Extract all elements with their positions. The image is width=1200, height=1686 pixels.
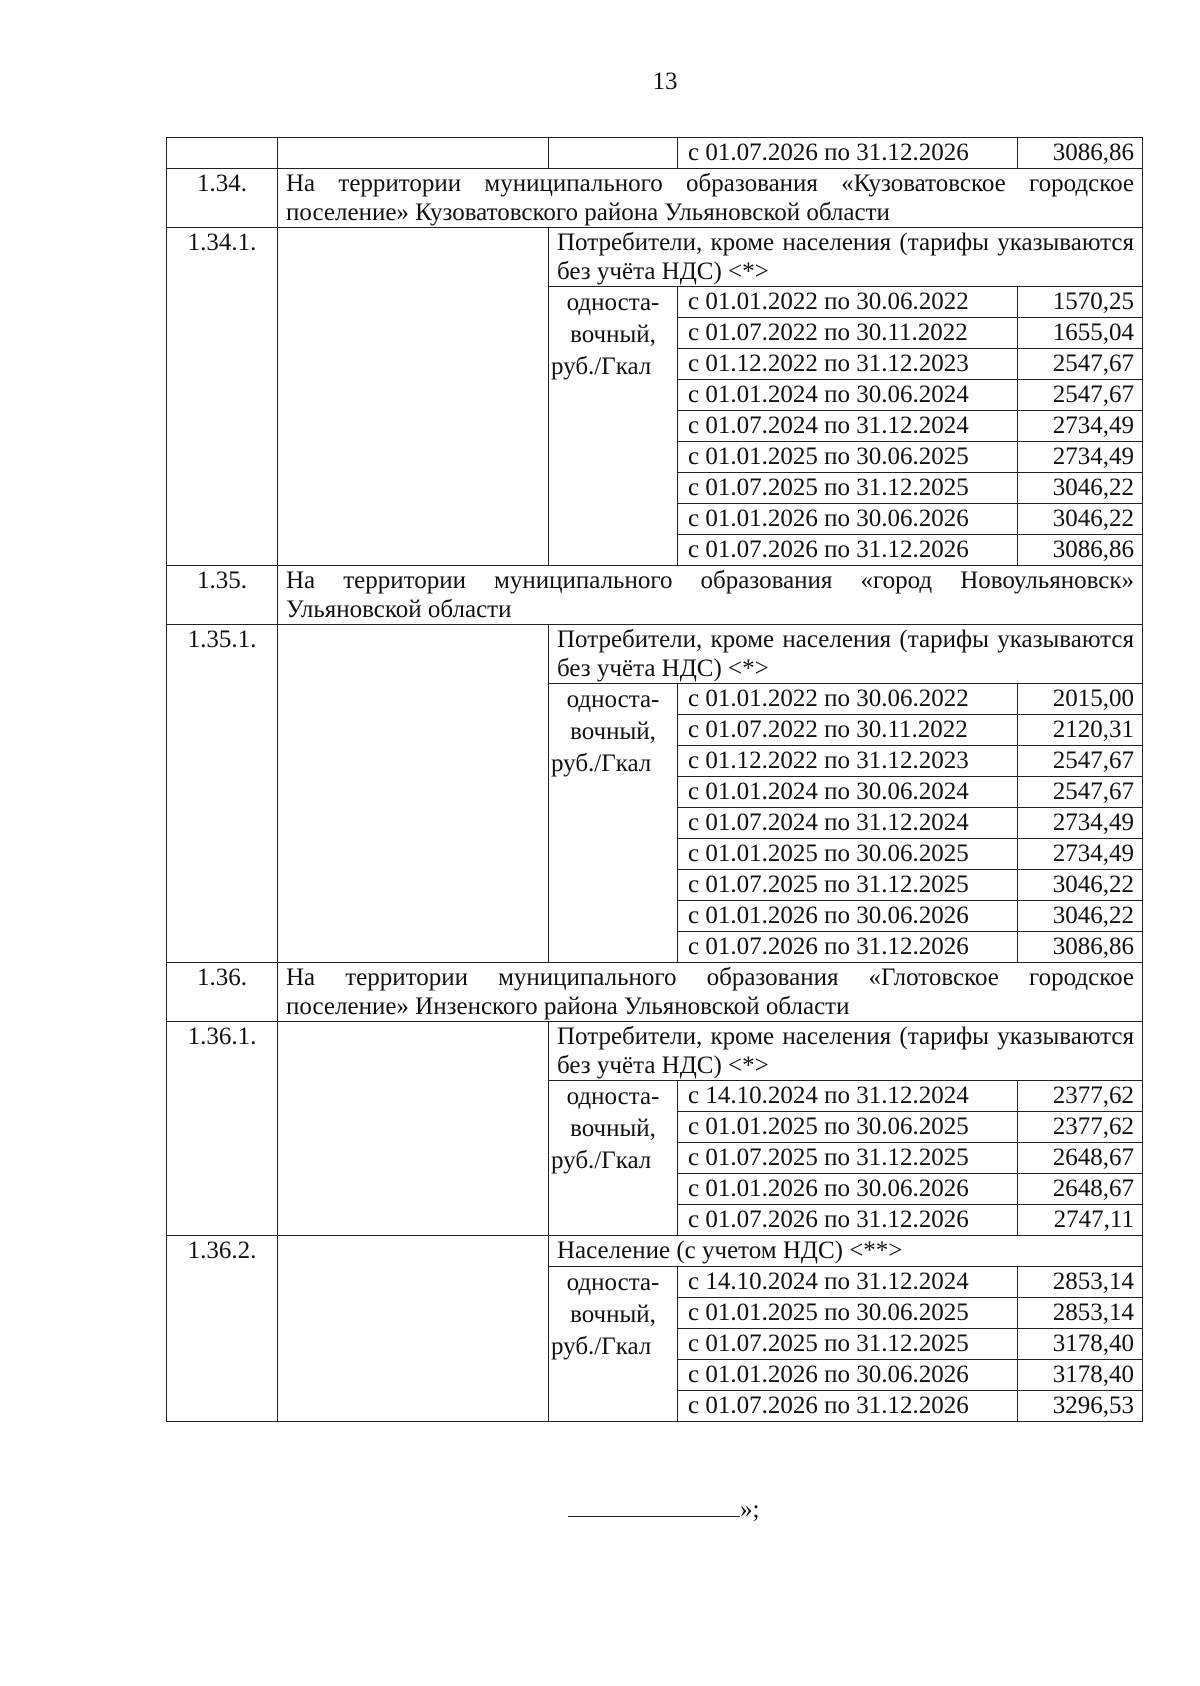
period-cell: с 01.07.2025 по 31.12.2025: [678, 473, 1018, 504]
page-number: 13: [652, 68, 678, 95]
tariff-value-cell: 2377,62: [1018, 1081, 1143, 1112]
period-cell: с 01.12.2022 по 31.12.2023: [678, 746, 1018, 777]
tariff-value-cell: 3178,40: [1018, 1329, 1143, 1360]
section-row: [167, 169, 1143, 228]
section-row: [167, 566, 1143, 625]
tariff-value-cell: 2547,67: [1018, 777, 1143, 808]
tariff-value-cell: 3086,86: [1018, 535, 1143, 566]
period-cell: с 01.07.2022 по 30.11.2022: [678, 318, 1018, 349]
period-cell: с 01.07.2024 по 31.12.2024: [678, 411, 1018, 442]
closing-quote: »;: [740, 1496, 760, 1523]
tariff-value-cell: 3178,40: [1018, 1360, 1143, 1391]
section-title: На территории муниципального образования «город Новоульяновск» Ульяновской области: [278, 566, 1143, 625]
group-row: [167, 625, 1143, 684]
table-row: [167, 138, 1143, 169]
tariff-value-cell: 2734,49: [1018, 411, 1143, 442]
tariff-value-cell: 3046,22: [1018, 473, 1143, 504]
tariff-value-cell: 2734,49: [1018, 808, 1143, 839]
period-cell: с 01.07.2025 по 31.12.2025: [678, 870, 1018, 901]
tariff-value-cell: 2547,67: [1018, 746, 1143, 777]
territory-cell: [278, 625, 549, 963]
period-cell: с 01.01.2022 по 30.06.2022: [678, 287, 1018, 318]
territory-cell: [278, 1022, 549, 1236]
tariff-value-cell: 3046,22: [1018, 901, 1143, 932]
period-cell: с 01.01.2026 по 30.06.2026: [678, 504, 1018, 535]
period-cell: с 01.07.2024 по 31.12.2024: [678, 808, 1018, 839]
group-number: 1.35.1.: [167, 625, 278, 963]
period-cell: с 01.01.2026 по 30.06.2026: [678, 1174, 1018, 1205]
period-cell: с 01.07.2026 по 31.12.2026: [678, 138, 1018, 169]
tariff-value-cell: 1570,25: [1018, 287, 1143, 318]
period-cell: с 01.01.2025 по 30.06.2025: [678, 442, 1018, 473]
territory-cell: [278, 1236, 549, 1422]
unit-cell: односта-вочный, руб./Гкал: [549, 287, 678, 566]
period-cell: с 01.07.2026 по 31.12.2026: [678, 535, 1018, 566]
period-cell: с 01.07.2025 по 31.12.2025: [678, 1143, 1018, 1174]
tariff-value-cell: 2734,49: [1018, 442, 1143, 473]
unit-cell: односта-вочный, руб./Гкал: [549, 1267, 678, 1422]
closing-mark: [568, 1496, 759, 1524]
section-row: [167, 963, 1143, 1022]
tariff-value-cell: 2734,49: [1018, 839, 1143, 870]
tariff-value-cell: 3046,22: [1018, 504, 1143, 535]
section-number: 1.35.: [167, 566, 278, 625]
period-cell: с 01.07.2026 по 31.12.2026: [678, 1205, 1018, 1236]
period-cell: с 01.01.2026 по 30.06.2026: [678, 901, 1018, 932]
period-cell: с 01.01.2024 по 30.06.2024: [678, 380, 1018, 411]
period-cell: с 14.10.2024 по 31.12.2024: [678, 1267, 1018, 1298]
tariff-value-cell: 2547,67: [1018, 349, 1143, 380]
consumer-category: Потребители, кроме населения (тарифы указываются без учёта НДС) <*>: [549, 1022, 1143, 1081]
tariff-table: [166, 137, 1143, 1422]
tariff-value-cell: 2015,00: [1018, 684, 1143, 715]
tariff-value-cell: 3046,22: [1018, 870, 1143, 901]
consumer-category: Население (с учетом НДС) <**>: [549, 1236, 1143, 1267]
period-cell: с 01.07.2026 по 31.12.2026: [678, 932, 1018, 963]
consumer-category: Потребители, кроме населения (тарифы указываются без учёта НДС) <*>: [549, 228, 1143, 287]
tariff-value-cell: 2853,14: [1018, 1267, 1143, 1298]
closing-underline: [568, 1498, 740, 1517]
period-cell: с 14.10.2024 по 31.12.2024: [678, 1081, 1018, 1112]
section-title: На территории муниципального образования «Кузоватовское городское поселение» Кузоватовского района Ульяновской области: [278, 169, 1143, 228]
period-cell: с 01.01.2024 по 30.06.2024: [678, 777, 1018, 808]
tariff-value-cell: 2377,62: [1018, 1112, 1143, 1143]
tariff-value-cell: 3086,86: [1018, 932, 1143, 963]
section-number: 1.34.: [167, 169, 278, 228]
group-row: [167, 1236, 1143, 1267]
territory-cell: [278, 138, 549, 169]
period-cell: с 01.07.2026 по 31.12.2026: [678, 1391, 1018, 1422]
row-number-cell: [167, 138, 278, 169]
period-cell: с 01.01.2025 по 30.06.2025: [678, 1298, 1018, 1329]
period-cell: с 01.07.2022 по 30.11.2022: [678, 715, 1018, 746]
unit-cell: односта-вочный, руб./Гкал: [549, 1081, 678, 1236]
section-title: На территории муниципального образования «Глотовское городское поселение» Инзенского района Ульяновской области: [278, 963, 1143, 1022]
tariff-value-cell: 3296,53: [1018, 1391, 1143, 1422]
period-cell: с 01.07.2025 по 31.12.2025: [678, 1329, 1018, 1360]
period-cell: с 01.01.2022 по 30.06.2022: [678, 684, 1018, 715]
tariff-value-cell: 2747,11: [1018, 1205, 1143, 1236]
section-number: 1.36.: [167, 963, 278, 1022]
period-cell: с 01.12.2022 по 31.12.2023: [678, 349, 1018, 380]
tariff-value-cell: 1655,04: [1018, 318, 1143, 349]
group-number: 1.36.2.: [167, 1236, 278, 1422]
tariff-table-body: [167, 138, 1143, 1422]
tariff-value-cell: 3086,86: [1018, 138, 1143, 169]
group-row: [167, 228, 1143, 287]
consumer-category: Потребители, кроме населения (тарифы указываются без учёта НДС) <*>: [549, 625, 1143, 684]
period-cell: с 01.01.2025 по 30.06.2025: [678, 1112, 1018, 1143]
group-row: [167, 1022, 1143, 1081]
tariff-value-cell: 2120,31: [1018, 715, 1143, 746]
unit-cell: односта-вочный, руб./Гкал: [549, 684, 678, 963]
group-number: 1.34.1.: [167, 228, 278, 566]
group-number: 1.36.1.: [167, 1022, 278, 1236]
period-cell: с 01.01.2026 по 30.06.2026: [678, 1360, 1018, 1391]
tariff-value-cell: 2547,67: [1018, 380, 1143, 411]
unit-cell: [549, 138, 678, 169]
period-cell: с 01.01.2025 по 30.06.2025: [678, 839, 1018, 870]
territory-cell: [278, 228, 549, 566]
tariff-value-cell: 2648,67: [1018, 1143, 1143, 1174]
tariff-value-cell: 2648,67: [1018, 1174, 1143, 1205]
tariff-value-cell: 2853,14: [1018, 1298, 1143, 1329]
